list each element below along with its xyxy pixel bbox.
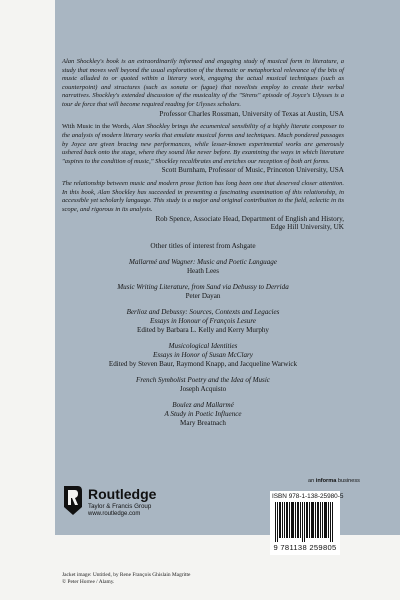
routledge-logo [62,483,182,523]
other-title-name: Music Writing Literature, from Sand via Debussy to Derrida [117,283,289,292]
other-title-subtitle: Essays in Honour of François Lesure [150,317,256,326]
other-title-author: Joseph Acquisto [179,385,227,394]
other-title-author: Heath Lees [186,267,220,276]
blurb-1: Alan Shockley's book is an extraordinarily informed and engaging study of musical form in literature, a study that moves well beyond the usual exploration of the thematic or metaphorical relevance of the bits of music alluded to or quoted within a literary work, engaging the actual musical techniques (such as counterpoint) and structures (such as sonata or fugue) that novelists employ to create their verbal narratives. Shockley's extended discussion of the musicality of the "Sirens" episode of Joyce's Ulysses is a tour de force that will become required reading for Ulysses scholars. [62,58,344,108]
other-title-subtitle: A Study in Poetic Influence [164,410,242,419]
other-title-name: Berlioz and Debussy: Sources, Contexts and Legacies [126,308,280,317]
other-title-item [62,258,344,276]
informa-suffix: business [337,478,360,484]
barcode-number: 9 781138 259805 [273,543,337,552]
informa-prefix: an [308,478,315,484]
other-title-subtitle: Essays in Honor of Susan McClary [153,351,253,360]
isbn-label: ISBN 978-1-138-25980-5 [272,493,344,500]
other-title-item [62,283,344,301]
blurb-1-attribution: Professor Charles Rossman, University of Texas at Austin, USA [159,109,344,118]
other-title-name: Mallarmé and Wagner: Music and Poetic Language [129,258,277,267]
blurb-2-lead: With [62,123,75,131]
publisher-url: www.routledge.com [88,511,141,517]
blurb-3-attribution-line-2: Edge Hill University, UK [270,223,344,232]
other-title-item [62,342,344,369]
blurb-2-attribution: Scott Burnham, Professor of Music, Princeton University, USA [161,166,344,175]
jacket-credit [62,572,302,586]
blurb-2 [62,123,344,166]
other-title-name: French Symbolist Poetry and the Idea of Music [136,376,270,385]
other-title-item [62,308,344,335]
blurb-2-book-title: Music in the Words, [76,123,131,131]
publisher-group: Taylor & Francis Group [88,503,152,510]
barcode-icon [274,502,336,542]
blurb-3: The relationship between music and modern prose fiction has long been one that deserved closer attention. In this book, Alan Shockley has succeeded in presenting a fascinating examination of this relationship, in accessible yet scholarly language. This study is a major and original contribution to the field, eclectic in its scope, and rigorous in its analysis. [62,180,344,213]
other-title-author: Edited by Barbara L. Kelly and Kerry Murphy [137,326,269,335]
other-title-author: Peter Dayan [185,292,221,301]
barcode-box [270,491,344,555]
other-titles-heading: Other titles of interest from Ashgate [150,241,256,251]
other-title-author: Mary Breatnach [180,419,226,428]
other-title-name: Boulez and Mallarmé [172,401,234,410]
other-title-name: Musicological Identities [168,342,238,351]
informa-word: informa [315,478,337,484]
other-title-author: Edited by Steven Baur, Raymond Knapp, and Jacqueline Warwick [108,360,298,369]
other-title-item [62,376,344,394]
blurb-3-attribution-line-1: Rob Spence, Associate Head, Department of English and History, [155,214,344,223]
jacket-credit-line-1: Jacket image: Untitled, by Rene François Ghislain Magritte [62,572,191,578]
text-column [62,58,344,435]
other-title-item [62,401,344,428]
jacket-credit-line-2: © Peter Horree / Alamy. [62,579,115,585]
routledge-mark-icon [62,483,84,517]
publisher-name: Routledge [88,486,157,502]
blurb-2-text: Alan Shockley brings the ecumenical sensibility of a highly literate composer to the analysis of modern literary works that emulate musical forms and techniques. Much pondered passages by Joyce are given bracing new performances, while lesser-known experimental works are generously ushered back onto the stage, where they sound like never before. By examining the ways in which literature "aspires to the condition of music," Shockley recalibrates and enriches our reception of both art forms. [62,123,344,165]
informa-tagline [308,478,360,484]
